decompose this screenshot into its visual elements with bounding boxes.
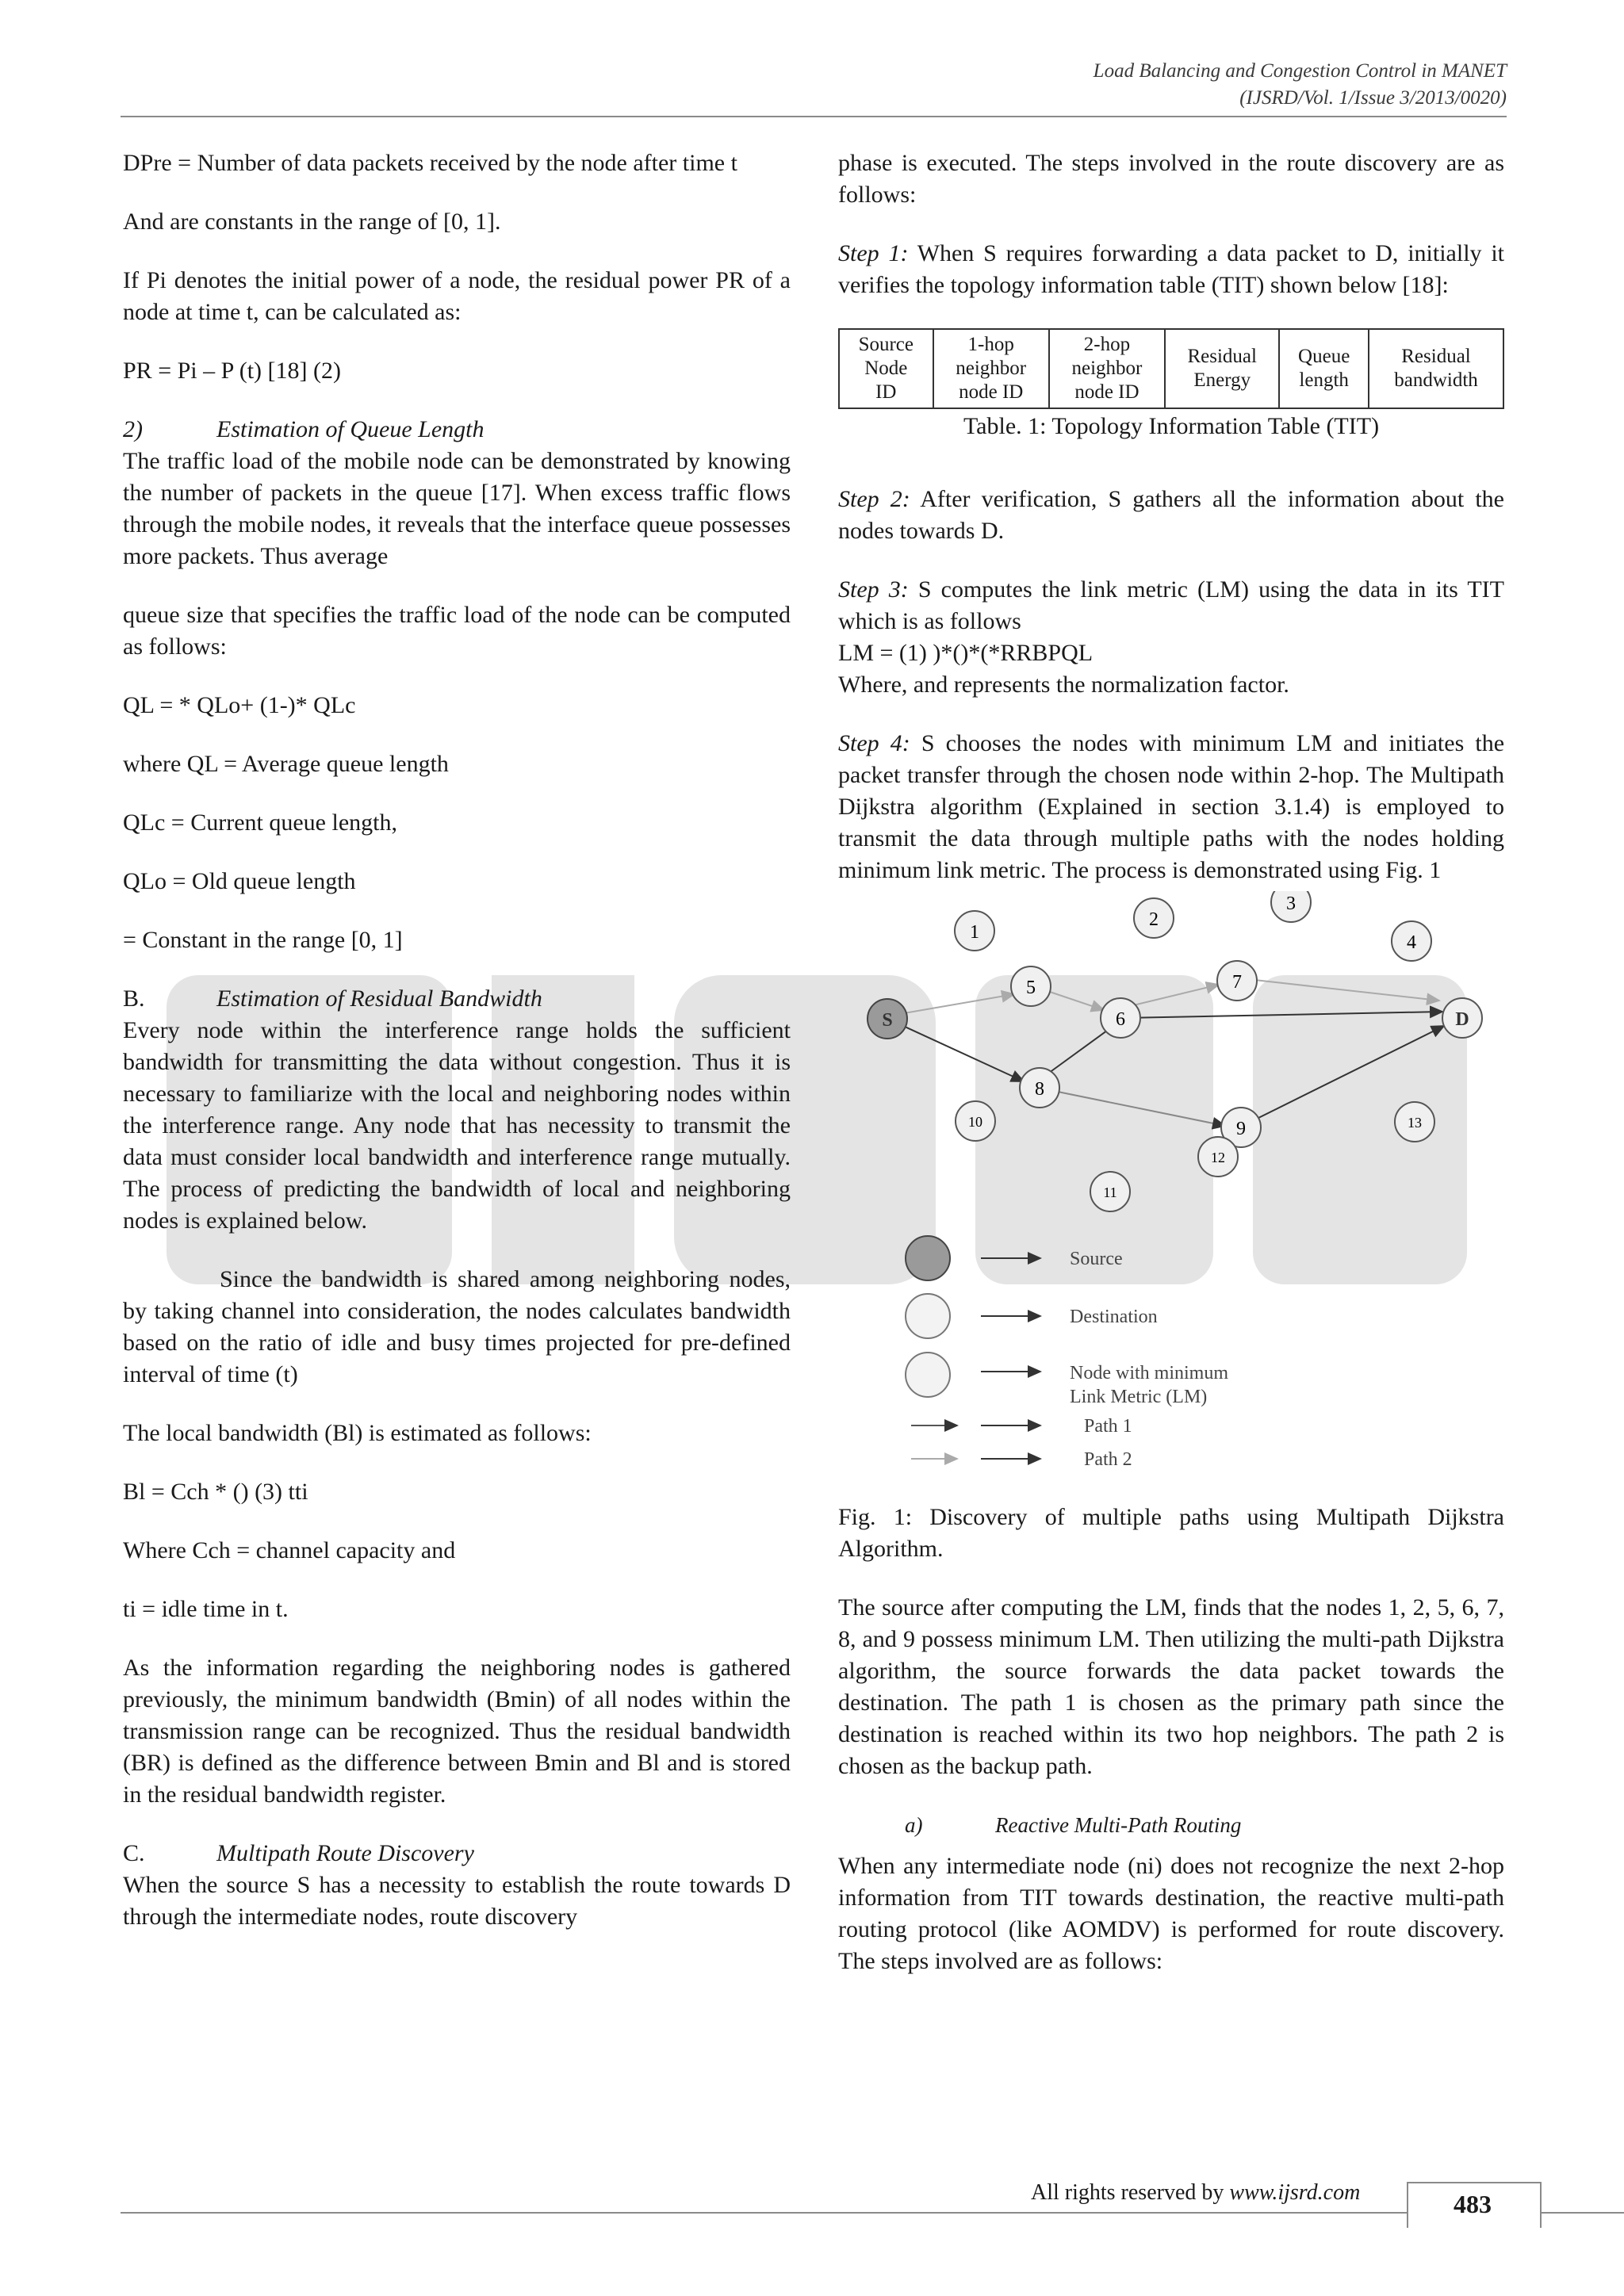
queue-length-equation: QL = * QLo+ (1-)* QLc (123, 692, 356, 718)
running-header-title: Load Balancing and Congestion Control in MANET (1093, 60, 1507, 82)
step-3 (838, 574, 1504, 637)
section-heading-reactive (838, 1809, 1504, 1841)
step-label: Step 1: (838, 240, 909, 266)
footer-rights (1031, 2180, 1360, 2206)
svg-text:12: 12 (1211, 1150, 1225, 1165)
legend-source (906, 1236, 1123, 1280)
right-column (838, 147, 1504, 2004)
edge-6-7 (1130, 985, 1219, 1006)
link-metric-equation: LM = (1) )*()*(*RRBPQL (838, 640, 1094, 666)
route-discovery-intro: phase is executed. The steps involved in the route discovery are as follows: (838, 150, 1504, 208)
node-10 (956, 1101, 995, 1141)
edge-6-d (1124, 1012, 1442, 1018)
step-text: After verification, S gathers all the information about the nodes towards D. (838, 486, 1505, 544)
svg-text:13: 13 (1408, 1115, 1422, 1131)
step-text: S computes the link metric (LM) using the data in its TIT which is as follows (838, 576, 1504, 634)
link-metric-where: Where, and represents the normalization factor. (838, 672, 1289, 698)
node-4 (1392, 921, 1431, 961)
step-text: S chooses the nodes with minimum LM and initiates the packet transfer through the chosen node within 2-hop. The Multipath Dijkstra algorithm (Explained in section 3.1.4) is employed to transmit the data through multiple paths with the nodes holding minimum link metric. The process is demonstrated using Fig. 1 (838, 730, 1505, 883)
edge-5-6 (1043, 989, 1104, 1010)
svg-text:3: 3 (1286, 894, 1296, 914)
svg-text:4: 4 (1407, 932, 1416, 953)
queue-paragraph-1: The traffic load of the mobile node can be demonstrated by knowing the number of packets in the queue [17]. When excess traffic flows through the mobile nodes, it reveals that the interface queue possesses more packets. Thus average (123, 448, 791, 569)
table-header-1hop: 1-hop neighbor node ID (933, 329, 1049, 408)
node-6 (1101, 998, 1140, 1038)
local-bandwidth-intro: The local bandwidth (Bl) is estimated as follows: (123, 1420, 592, 1446)
multipath-paragraph: When the source S has a necessity to establish the route towards D through the intermediate nodes, route discovery (123, 1872, 791, 1930)
figure-caption: Fig. 1: Discovery of multiple paths using Multipath Dijkstra Algorithm. (838, 1504, 1504, 1562)
edge-8-6 (1046, 1024, 1116, 1075)
legend-path-1 (911, 1416, 1132, 1437)
node-13 (1395, 1102, 1434, 1142)
section-title: Reactive Multi-Path Routing (995, 1813, 1242, 1837)
footer-site-link[interactable]: www.ijsrd.com (1229, 2180, 1361, 2205)
svg-text:Path 1: Path 1 (1084, 1416, 1132, 1437)
node-5 (1011, 966, 1051, 1006)
step-label: Step 2: (838, 486, 910, 512)
ti-definition: ti = idle time in t. (123, 1596, 289, 1622)
step-1 (838, 238, 1504, 301)
node-2 (1134, 898, 1174, 938)
edge-8-9 (1054, 1091, 1225, 1126)
step-text: When S requires forwarding a data packet to D, initially it verifies the topology information table (TIT) shown below [18]: (838, 240, 1504, 298)
table-header-residual-energy: Residual Energy (1165, 329, 1279, 408)
ql-definition: where QL = Average queue length (123, 751, 449, 777)
legend-min-lm-node (906, 1353, 1228, 1407)
table-header-source-node-id: Source Node ID (839, 329, 933, 408)
section-heading-multipath-route (123, 1838, 791, 1869)
section-title: Estimation of Queue Length (216, 416, 485, 442)
multipath-figure (838, 891, 1504, 1502)
step-label: Step 3: (838, 576, 909, 603)
footer-rule (1538, 2212, 1624, 2214)
reactive-paragraph: When any intermediate node (ni) does not recognize the next 2-hop information from TIT towards destination, the reactive multi-path routing protocol (like AOMDV) is performed for route discovery. The steps involved are as follows: (838, 1853, 1504, 1974)
step-label: Step 4: (838, 730, 910, 756)
node-12 (1198, 1137, 1238, 1177)
svg-text:7: 7 (1232, 972, 1242, 993)
dpre-definition: DPre = Number of data packets received by the node after time t (123, 150, 737, 176)
svg-text:5: 5 (1026, 978, 1036, 998)
edge-7-d (1254, 980, 1439, 1001)
table-header-2hop: 2-hop neighbor node ID (1049, 329, 1165, 408)
node-3 (1271, 891, 1311, 922)
svg-text:11: 11 (1103, 1184, 1117, 1200)
node-8 (1020, 1068, 1059, 1108)
table-header-row (839, 329, 1503, 408)
residual-power-equation: PR = Pi – P (t) [18] (2) (123, 358, 341, 384)
edge-s-8 (903, 1026, 1024, 1081)
section-number: a) (905, 1813, 923, 1837)
node-11 (1090, 1172, 1130, 1211)
running-header-issue: (IJSRD/Vol. 1/Issue 3/2013/0020) (1239, 87, 1507, 109)
section-heading-residual-bandwidth (123, 983, 791, 1015)
local-bandwidth-equation: Bl = Cch * () (3) tti (123, 1479, 308, 1505)
svg-text:Source: Source (1070, 1249, 1123, 1269)
section-number: B. (123, 985, 145, 1012)
footer-rule (121, 2212, 1407, 2214)
svg-text:D: D (1455, 1009, 1469, 1030)
qlo-definition: QLo = Old queue length (123, 868, 356, 894)
cch-definition: Where Cch = channel capacity and (123, 1537, 456, 1563)
svg-text:8: 8 (1035, 1079, 1044, 1100)
topology-information-table (838, 328, 1504, 409)
table-header-residual-bandwidth: Residual bandwidth (1369, 329, 1503, 408)
step-2 (838, 484, 1504, 547)
left-column (123, 147, 791, 1960)
bandwidth-paragraph-1: Every node within the interference range holds the sufficient bandwidth for transmitting the data without congestion. Thus it is necessary to familiarize with the local and neighboring nodes within the interference range. Any node that has necessity to transmit the data must consider local bandwidth and interference range mutually. The process of predicting the bandwidth of local and neighboring nodes is explained below. (123, 1017, 791, 1234)
svg-text:1: 1 (970, 922, 979, 943)
constant-definition: = Constant in the range [0, 1] (123, 927, 403, 953)
footer-rights-text: All rights reserved by (1031, 2180, 1230, 2205)
legend-path-2 (911, 1449, 1132, 1470)
svg-text:S: S (882, 1010, 893, 1031)
constants-note: And are constants in the range of [0, 1]. (123, 209, 501, 235)
residual-power-text: If Pi denotes the initial power of a node, the residual power PR of a node at time t, can be calculated as: (123, 267, 791, 325)
svg-text:2: 2 (1149, 909, 1159, 930)
legend-destination (906, 1294, 1158, 1338)
section-number: 2) (123, 416, 143, 442)
network-diagram (838, 891, 1504, 1502)
node-1 (955, 911, 994, 951)
svg-text:Node with minimum: Node with minimum (1070, 1363, 1228, 1383)
table-header-queue-length: Queue length (1279, 329, 1369, 408)
section-number: C. (123, 1840, 145, 1866)
node-destination (1442, 998, 1482, 1038)
source-lm-paragraph: The source after computing the LM, finds that the nodes 1, 2, 5, 6, 7, 8, and 9 possess minimum LM. Then utilizing the multi-path Dijkstra algorithm, the source forwards the data packet towards the destination. The path 1 is chosen as the primary path since the destination is reached within its two hop neighbors. The path 2 is chosen as the backup path. (838, 1594, 1504, 1779)
node-source (868, 999, 907, 1039)
svg-text:10: 10 (968, 1114, 982, 1130)
svg-text:Path 2: Path 2 (1084, 1449, 1132, 1470)
header-rule (121, 116, 1507, 117)
node-7 (1217, 961, 1257, 1001)
svg-text:Link Metric (LM): Link Metric (LM) (1070, 1387, 1208, 1407)
residual-bandwidth-paragraph: As the information regarding the neighboring nodes is gathered previously, the minimum bandwidth (Bmin) of all nodes within the transmission range can be recognized. Thus the residual bandwidth (BR) is defined as the difference between Bmin and Bl and is stored in the residual bandwidth register. (123, 1655, 791, 1808)
bandwidth-paragraph-2: Since the bandwidth is shared among neighboring nodes, by taking channel into consideration, the nodes calculates bandwidth based on the ratio of idle and busy times projected for pre-defined interval of time (t) (123, 1266, 791, 1387)
section-title: Estimation of Residual Bandwidth (216, 985, 542, 1012)
table-caption: Table. 1: Topology Information Table (TIT) (963, 413, 1380, 439)
svg-text:9: 9 (1236, 1119, 1246, 1139)
svg-text:6: 6 (1116, 1009, 1125, 1030)
qlc-definition: QLc = Current queue length, (123, 809, 397, 836)
section-heading-queue-length (123, 414, 791, 446)
edge-s-5 (904, 994, 1014, 1013)
section-title: Multipath Route Discovery (216, 1840, 474, 1866)
queue-paragraph-2: queue size that specifies the traffic load of the node can be computed as follows: (123, 602, 791, 660)
step-4 (838, 728, 1504, 886)
page-number: 483 (1454, 2190, 1492, 2218)
svg-text:Destination: Destination (1070, 1307, 1158, 1327)
